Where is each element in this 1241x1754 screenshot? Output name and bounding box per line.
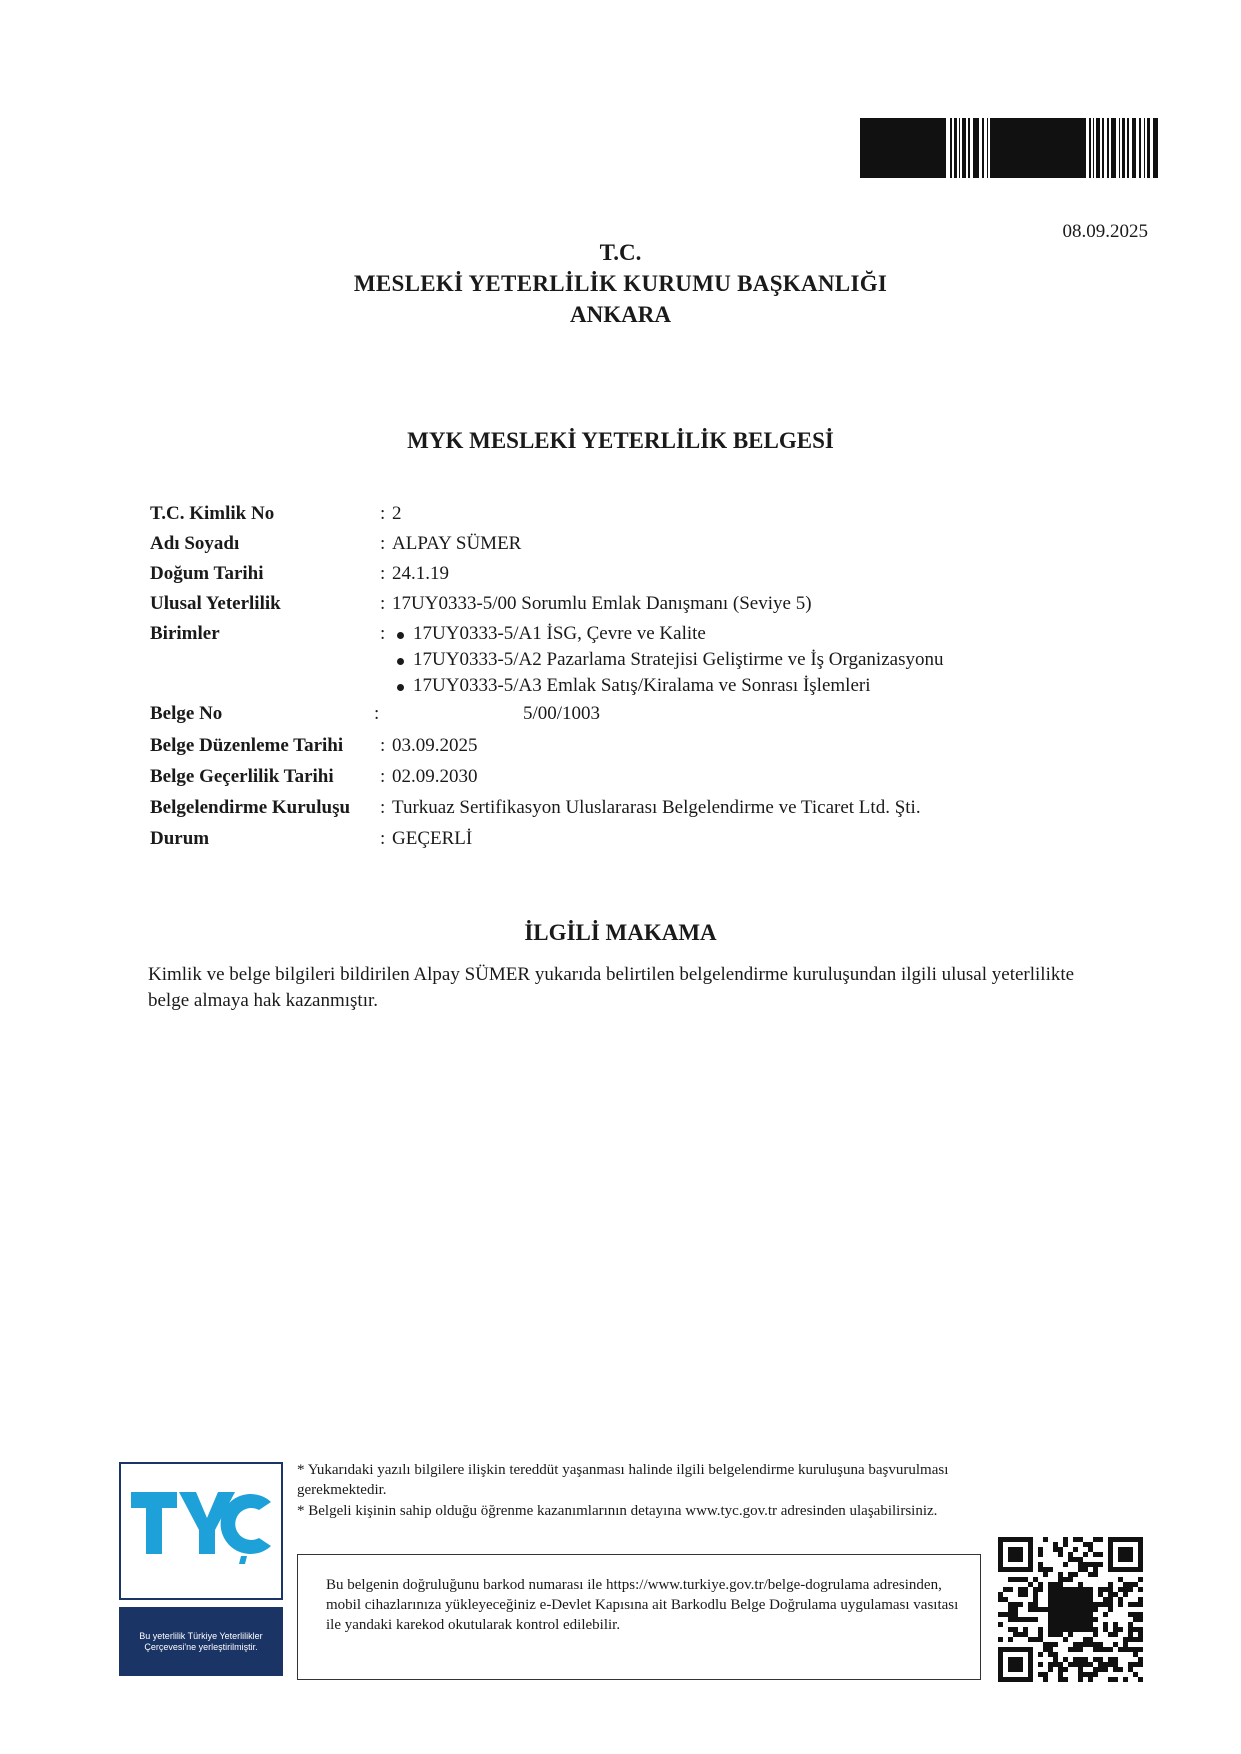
- field-label: Ulusal Yeterlilik: [150, 593, 281, 614]
- field-colon: :: [380, 533, 386, 554]
- barcode-image: [860, 118, 1158, 178]
- field-label: Belge No: [150, 703, 223, 724]
- field-value: 5/00/1003: [523, 703, 601, 724]
- tyc-logo-icon: [121, 1464, 281, 1598]
- field-label: Durum: [150, 828, 210, 849]
- field-value: 02.09.2030: [392, 766, 478, 787]
- field-value: 17UY0333-5/00 Sorumlu Emlak Danışmanı (Seviye 5): [392, 593, 812, 614]
- list-item: 17UY0333-5/A2 Pazarlama Stratejisi Geliştirme ve İş Organizasyonu: [393, 648, 943, 674]
- footnote-2: * Belgeli kişinin sahip olduğu öğrenme kazanımlarının detayına www.tyc.gov.tr adresinden ulaşabilirsiniz.: [297, 1503, 938, 1519]
- header-city: ANKARA: [570, 302, 671, 327]
- qr-code-image[interactable]: [998, 1537, 1143, 1682]
- field-colon: :: [380, 503, 386, 524]
- field-label: Birimler: [150, 623, 220, 644]
- field-colon: :: [380, 593, 386, 614]
- list-item: 17UY0333-5/A1 İSG, Çevre ve Kalite: [393, 622, 943, 648]
- field-units: [150, 622, 1050, 700]
- field-label: Doğum Tarihi: [150, 563, 264, 584]
- field-value: GEÇERLİ: [392, 828, 473, 849]
- field-colon: :: [380, 563, 386, 584]
- field-colon: :: [374, 703, 380, 724]
- field-label: Belge Geçerlilik Tarihi: [150, 766, 334, 787]
- field-value: 2: [392, 503, 402, 524]
- field-colon: :: [380, 766, 386, 787]
- field-label: Belgelendirme Kuruluşu: [150, 797, 351, 818]
- field-value: 03.09.2025: [392, 735, 478, 756]
- field-value: 24.1.19: [392, 563, 449, 584]
- verification-box: [297, 1554, 981, 1680]
- field-colon: :: [380, 735, 386, 756]
- list-item: 17UY0333-5/A3 Emlak Satış/Kiralama ve Sonrası İşlemleri: [393, 674, 943, 700]
- field-colon: :: [380, 828, 386, 849]
- tyc-logo-banner: Bu yeterlilik Türkiye Yeterlilikler Çerçevesi'ne yerleştirilmiştir.: [119, 1607, 283, 1676]
- field-label: Adı Soyadı: [150, 533, 240, 554]
- header-country: T.C.: [599, 240, 642, 265]
- field-value: Turkuaz Sertifikasyon Uluslararası Belgelendirme ve Ticaret Ltd. Şti.: [392, 797, 921, 818]
- section-text: Kimlik ve belge bilgileri bildirilen Alpay SÜMER yukarıda belirtilen belgelendirme kuruluşundan ilgili ulusal yeterlilikte belge almaya hak kazanmıştır.: [148, 964, 1075, 1011]
- verification-text: Bu belgenin doğruluğunu barkod numarası ile https://www.turkiye.gov.tr/belge-dogrulama adresinden, mobil cihazlarınıza yükleyeceğiniz e-Devlet Kapısına ait Barkodlu Belge Doğrulama uygulaması vasıtası ile yandaki karekod okutularak kontrol edilebilir.: [326, 1577, 959, 1633]
- field-label: T.C. Kimlik No: [150, 503, 275, 524]
- tyc-logo: [119, 1462, 283, 1600]
- header-institution: MESLEKİ YETERLİLİK KURUMU BAŞKANLIĞI: [353, 271, 888, 296]
- footnote-1: * Yukarıdaki yazılı bilgilere ilişkin tereddüt yaşanması halinde ilgili belgelendirme kuruluşuna başvurulması gerekmektedir.: [297, 1462, 949, 1498]
- document-title: MYK MESLEKİ YETERLİLİK BELGESİ: [407, 428, 834, 453]
- unit-list: [393, 622, 943, 700]
- print-date: 08.09.2025: [1062, 221, 1148, 242]
- field-value: ALPAY SÜMER: [392, 533, 522, 554]
- field-colon: :: [380, 623, 386, 644]
- section-title: İLGİLİ MAKAMA: [524, 920, 717, 945]
- field-colon: :: [380, 797, 386, 818]
- field-label: Belge Düzenleme Tarihi: [150, 735, 344, 756]
